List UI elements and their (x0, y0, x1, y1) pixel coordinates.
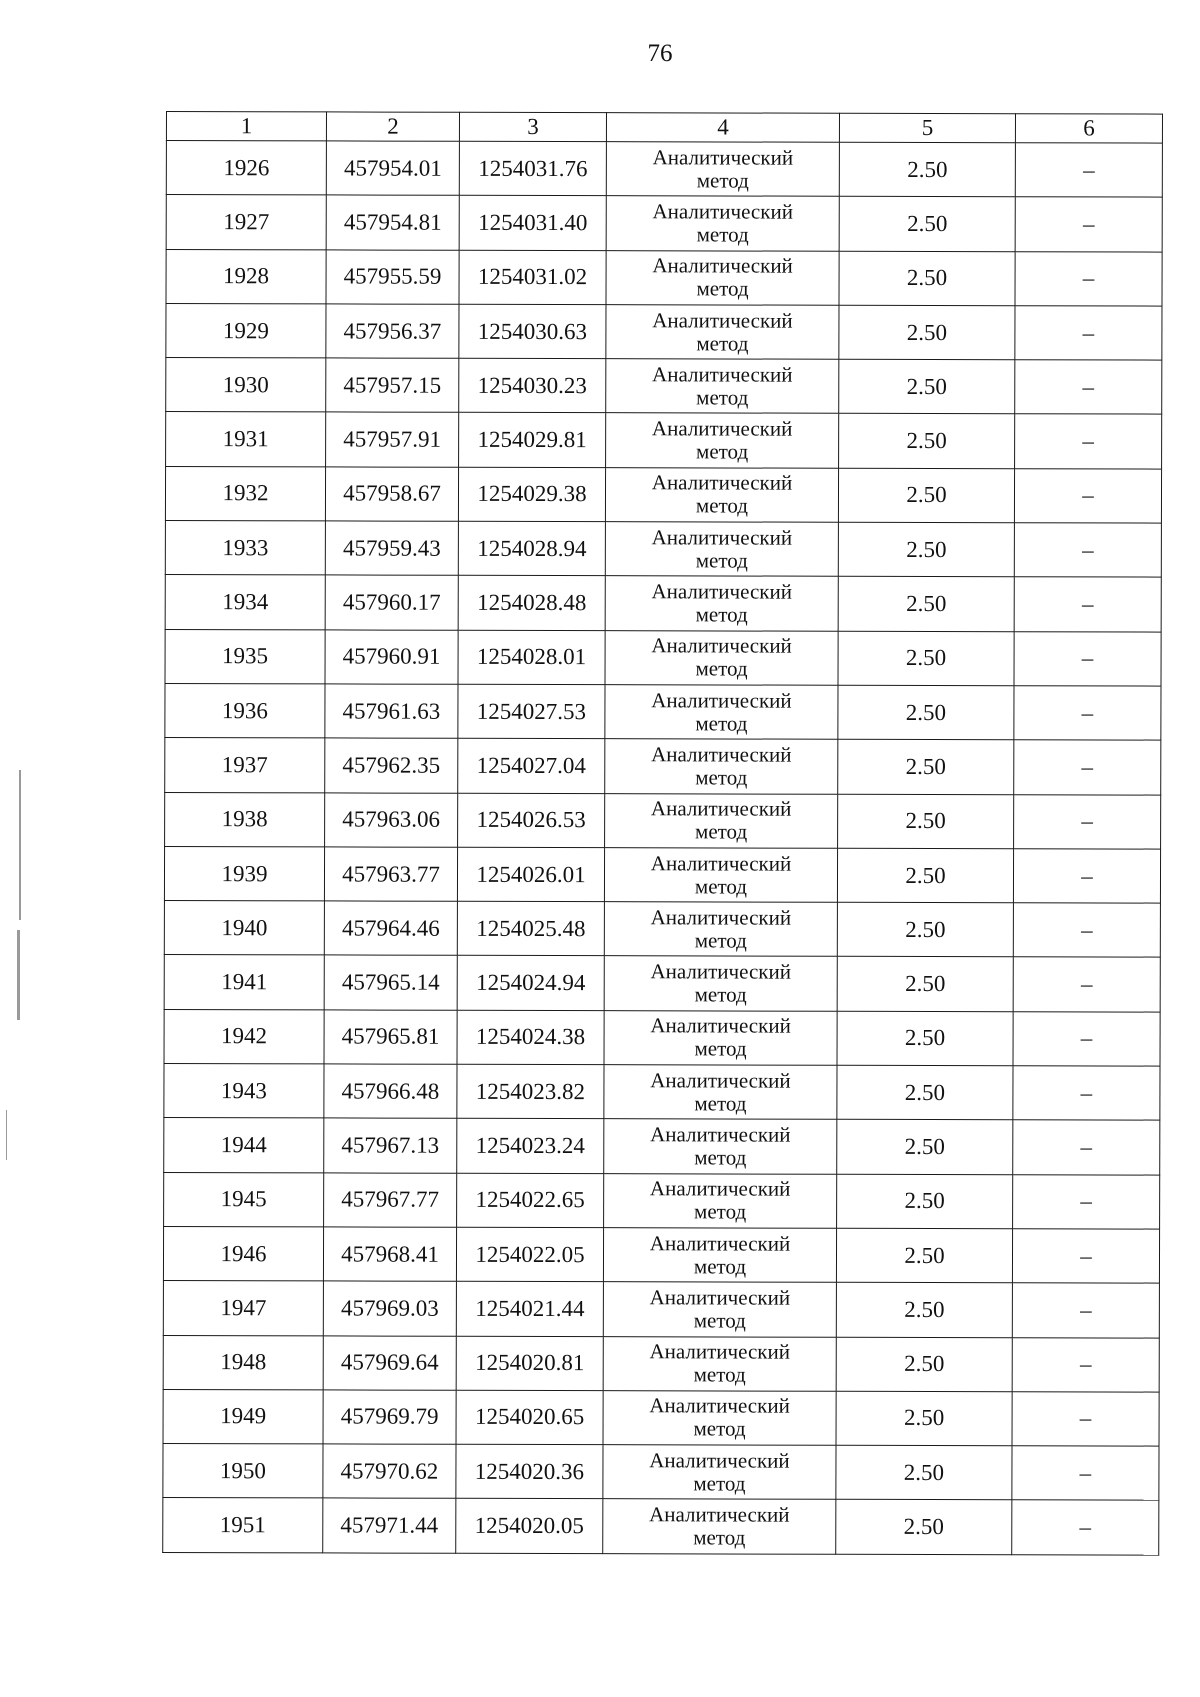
method-line-1: Аналитический (650, 850, 792, 876)
method-line-1: Аналитический (650, 1013, 791, 1039)
header-cell-3: 3 (459, 112, 606, 141)
method-line-1: Аналитический (651, 416, 793, 441)
method-cell (603, 1336, 836, 1391)
x-coordinate-cell: 457968.41 (323, 1227, 456, 1282)
x-coordinate-cell: 457957.91 (326, 412, 459, 467)
header-cell-1: 1 (166, 112, 326, 141)
method-line-2: метод (695, 493, 749, 518)
x-coordinate-cell: 457957.15 (326, 358, 459, 413)
accuracy-cell: 2.50 (839, 142, 1015, 197)
y-coordinate-cell: 1254031.76 (459, 141, 606, 196)
table-row (163, 1335, 1159, 1392)
note-cell: – (1013, 1174, 1160, 1229)
method-line-2: метод (693, 1253, 747, 1279)
table-row (166, 303, 1162, 360)
table-row (165, 575, 1161, 632)
y-coordinate-cell: 1254030.63 (459, 304, 606, 359)
y-coordinate-cell: 1254022.65 (457, 1173, 604, 1228)
note-cell: – (1013, 1120, 1160, 1175)
method-line-2: метод (696, 276, 749, 301)
note-cell: – (1015, 306, 1162, 361)
point-number-cell: 1927 (166, 195, 326, 250)
method-cell (604, 1173, 837, 1228)
accuracy-cell: 2.50 (837, 957, 1013, 1012)
method-cell (604, 902, 837, 957)
y-coordinate-cell: 1254026.53 (458, 793, 605, 848)
x-coordinate-cell: 457969.79 (323, 1390, 456, 1445)
x-coordinate-cell: 457965.81 (324, 1010, 457, 1065)
note-cell: – (1015, 360, 1162, 415)
method-line-2: метод (693, 1362, 746, 1387)
x-coordinate-cell: 457969.03 (323, 1281, 456, 1336)
point-number-cell: 1936 (165, 683, 325, 738)
method-line-2: метод (694, 1091, 747, 1116)
method-line-1: Аналитический (650, 796, 792, 821)
y-coordinate-cell: 1254020.65 (456, 1390, 603, 1445)
method-line-2: метод (694, 982, 747, 1007)
x-coordinate-cell: 457958.67 (325, 467, 458, 522)
y-coordinate-cell: 1254020.81 (456, 1336, 603, 1391)
note-cell: – (1015, 251, 1162, 306)
point-number-cell: 1929 (166, 303, 326, 358)
table-row (165, 466, 1161, 523)
point-number-cell: 1931 (166, 412, 326, 467)
y-coordinate-cell: 1254022.05 (456, 1227, 603, 1282)
y-coordinate-cell: 1254027.53 (458, 684, 605, 739)
method-cell (606, 196, 839, 251)
method-line-1: Аналитический (651, 633, 792, 658)
y-coordinate-cell: 1254025.48 (457, 901, 604, 956)
method-line-2: метод (695, 548, 748, 573)
table-row (165, 629, 1161, 686)
method-line-1: Аналитический (650, 1122, 791, 1147)
x-coordinate-cell: 457962.35 (325, 738, 458, 793)
accuracy-cell: 2.50 (836, 1445, 1012, 1500)
table-body (163, 141, 1163, 1555)
table-row (164, 955, 1160, 1012)
method-line-1: Аналитический (652, 362, 793, 387)
y-coordinate-cell: 1254027.04 (458, 739, 605, 794)
note-cell: – (1014, 631, 1161, 686)
point-number-cell: 1950 (163, 1444, 323, 1499)
method-line-1: Аналитический (649, 1393, 790, 1419)
method-cell (605, 576, 838, 631)
x-coordinate-cell: 457961.63 (325, 684, 458, 739)
method-line-1: Аналитический (651, 742, 792, 767)
table-row (163, 1389, 1159, 1446)
y-coordinate-cell: 1254021.44 (456, 1281, 603, 1336)
x-coordinate-cell: 457956.37 (326, 304, 459, 359)
x-coordinate-cell: 457967.13 (324, 1118, 457, 1173)
note-cell: – (1012, 1500, 1159, 1555)
accuracy-cell: 2.50 (837, 902, 1013, 957)
point-number-cell: 1940 (164, 901, 324, 956)
accuracy-cell: 2.50 (836, 1391, 1012, 1446)
note-cell: – (1014, 686, 1161, 741)
method-line-1: Аналитический (651, 687, 792, 713)
x-coordinate-cell: 457966.48 (324, 1064, 457, 1119)
accuracy-cell: 2.50 (837, 1174, 1013, 1229)
table-row (164, 1064, 1160, 1121)
header-cell-4: 4 (606, 113, 839, 143)
accuracy-cell: 2.50 (836, 1500, 1012, 1555)
method-line-2: метод (696, 222, 749, 247)
method-line-1: Аналитический (651, 524, 793, 550)
method-line-1: Аналитический (652, 307, 793, 333)
point-number-cell: 1942 (164, 1009, 324, 1064)
y-coordinate-cell: 1254031.02 (459, 250, 606, 305)
accuracy-cell: 2.50 (836, 1282, 1012, 1337)
table-row (166, 358, 1162, 415)
method-line-2: метод (694, 928, 747, 953)
method-line-1: Аналитический (650, 959, 791, 984)
point-number-cell: 1947 (163, 1281, 323, 1336)
method-line-1: Аналитический (649, 1230, 791, 1256)
note-cell: – (1014, 523, 1161, 578)
method-line-1: Аналитический (651, 579, 792, 604)
method-cell (606, 413, 839, 468)
accuracy-cell: 2.50 (838, 740, 1014, 795)
accuracy-cell: 2.50 (838, 631, 1014, 686)
method-line-1: Аналитический (649, 1502, 790, 1527)
table-row (165, 683, 1161, 740)
method-cell (604, 848, 837, 903)
note-cell: – (1015, 197, 1162, 252)
table-row (165, 521, 1161, 578)
y-coordinate-cell: 1254020.05 (456, 1499, 603, 1554)
method-line-2: метод (693, 1471, 746, 1496)
note-cell: – (1013, 957, 1160, 1012)
y-coordinate-cell: 1254030.23 (459, 358, 606, 413)
accuracy-cell: 2.50 (839, 305, 1015, 360)
point-number-cell: 1935 (165, 629, 325, 684)
point-number-cell: 1938 (165, 792, 325, 847)
accuracy-cell: 2.50 (839, 251, 1015, 306)
x-coordinate-cell: 457963.06 (325, 792, 458, 847)
method-line-2: метод (694, 1145, 747, 1170)
method-line-2: метод (695, 602, 748, 627)
y-coordinate-cell: 1254023.24 (457, 1119, 604, 1174)
method-line-2: метод (695, 765, 748, 790)
method-cell (606, 250, 839, 305)
table-row (166, 412, 1162, 469)
point-number-cell: 1926 (166, 141, 326, 196)
table-row (165, 792, 1161, 849)
accuracy-cell: 2.50 (837, 848, 1013, 903)
table-row (166, 141, 1162, 198)
method-line-2: метод (694, 1199, 747, 1224)
table-header (166, 112, 1162, 144)
point-number-cell: 1930 (166, 358, 326, 413)
note-cell: – (1012, 1337, 1159, 1392)
note-cell: – (1014, 469, 1161, 524)
accuracy-cell: 2.50 (839, 359, 1015, 414)
accuracy-cell: 2.50 (838, 468, 1014, 523)
y-coordinate-cell: 1254028.01 (458, 630, 605, 685)
method-line-2: метод (696, 168, 749, 193)
table-row (163, 1498, 1159, 1555)
point-number-cell: 1951 (163, 1498, 323, 1553)
method-cell (603, 1445, 836, 1500)
x-coordinate-cell: 457965.14 (324, 955, 457, 1010)
table-row (164, 1172, 1160, 1229)
point-number-cell: 1948 (163, 1335, 323, 1390)
x-coordinate-cell: 457954.81 (326, 195, 459, 250)
table-row (163, 1444, 1159, 1501)
x-coordinate-cell: 457967.77 (324, 1173, 457, 1228)
x-coordinate-cell: 457969.64 (323, 1335, 456, 1390)
point-number-cell: 1928 (166, 249, 326, 304)
accuracy-cell: 2.50 (837, 1065, 1013, 1120)
method-line-2: метод (693, 1308, 746, 1333)
method-cell (605, 630, 838, 685)
method-cell (603, 1499, 836, 1554)
point-number-cell: 1932 (165, 466, 325, 521)
x-coordinate-cell: 457955.59 (326, 250, 459, 305)
y-coordinate-cell: 1254029.38 (458, 467, 605, 522)
method-cell (604, 956, 837, 1011)
scan-artifact (17, 930, 20, 1020)
y-coordinate-cell: 1254031.40 (459, 196, 606, 251)
method-line-2: метод (696, 385, 749, 410)
page-number: 76 (647, 40, 673, 67)
accuracy-cell: 2.50 (836, 1228, 1012, 1283)
method-cell (605, 793, 838, 848)
method-line-1: Аналитический (652, 253, 793, 278)
note-cell: – (1015, 143, 1162, 198)
method-line-1: Аналитический (649, 1339, 791, 1364)
point-number-cell: 1944 (164, 1118, 324, 1173)
point-number-cell: 1939 (164, 846, 324, 901)
note-cell: – (1014, 740, 1161, 795)
method-line-1: Аналитический (652, 199, 793, 224)
note-cell: – (1013, 1011, 1160, 1066)
method-line-2: метод (695, 819, 748, 844)
accuracy-cell: 2.50 (837, 1011, 1013, 1066)
accuracy-cell: 2.50 (839, 197, 1015, 252)
method-cell (606, 359, 839, 414)
note-cell: – (1012, 1392, 1159, 1447)
point-number-cell: 1941 (164, 955, 324, 1010)
method-line-1: Аналитический (650, 1067, 791, 1093)
point-number-cell: 1937 (165, 738, 325, 793)
note-cell: – (1013, 1066, 1160, 1121)
method-line-2: метод (693, 1525, 746, 1550)
point-number-cell: 1943 (164, 1064, 324, 1119)
y-coordinate-cell: 1254028.94 (458, 521, 605, 576)
table-row (165, 738, 1161, 795)
method-cell (606, 142, 839, 197)
table-row (166, 195, 1162, 252)
method-cell (604, 1010, 837, 1065)
method-cell (605, 685, 838, 740)
method-cell (605, 467, 838, 522)
x-coordinate-cell: 457959.43 (325, 521, 458, 576)
accuracy-cell: 2.50 (838, 577, 1014, 632)
note-cell: – (1012, 1283, 1159, 1338)
table-row (164, 1009, 1160, 1066)
method-cell (603, 1282, 836, 1337)
method-line-1: Аналитический (649, 1448, 790, 1473)
method-line-1: Аналитический (651, 470, 793, 496)
method-cell (604, 1065, 837, 1120)
header-cell-2: 2 (326, 112, 459, 141)
method-line-2: метод (694, 1036, 747, 1061)
x-coordinate-cell: 457954.01 (326, 141, 459, 196)
method-cell (603, 1390, 836, 1445)
scan-artifact (19, 770, 21, 920)
table-row (166, 249, 1162, 306)
table-row (164, 846, 1160, 903)
note-cell: – (1013, 849, 1160, 904)
y-coordinate-cell: 1254024.94 (457, 956, 604, 1011)
point-number-cell: 1945 (164, 1172, 324, 1227)
x-coordinate-cell: 457964.46 (324, 901, 457, 956)
scan-artifact (6, 1110, 7, 1160)
x-coordinate-cell: 457960.17 (325, 575, 458, 630)
table-row (163, 1281, 1159, 1338)
point-number-cell: 1934 (165, 575, 325, 630)
coordinates-table (162, 111, 1163, 1555)
accuracy-cell: 2.50 (836, 1337, 1012, 1392)
header-row (166, 112, 1162, 144)
method-cell (605, 739, 838, 794)
method-cell (604, 1119, 837, 1174)
method-line-2: метод (693, 1416, 746, 1441)
note-cell: – (1014, 794, 1161, 849)
method-line-2: метод (696, 330, 749, 356)
method-line-1: Аналитический (649, 1176, 791, 1201)
accuracy-cell: 2.50 (838, 685, 1014, 740)
note-cell: – (1015, 414, 1162, 469)
y-coordinate-cell: 1254028.48 (458, 576, 605, 631)
accuracy-cell: 2.50 (838, 522, 1014, 577)
y-coordinate-cell: 1254024.38 (457, 1010, 604, 1065)
note-cell: – (1014, 577, 1161, 632)
x-coordinate-cell: 457971.44 (323, 1498, 456, 1553)
note-cell: – (1012, 1446, 1159, 1501)
method-cell (606, 305, 839, 360)
y-coordinate-cell: 1254029.81 (459, 413, 606, 468)
method-line-1: Аналитический (649, 1285, 791, 1310)
accuracy-cell: 2.50 (838, 794, 1014, 849)
header-cell-5: 5 (839, 113, 1015, 142)
note-cell: – (1012, 1229, 1159, 1284)
accuracy-cell: 2.50 (837, 1120, 1013, 1175)
header-cell-6: 6 (1015, 114, 1162, 143)
x-coordinate-cell: 457970.62 (323, 1444, 456, 1499)
table-row (163, 1226, 1159, 1283)
accuracy-cell: 2.50 (839, 414, 1015, 469)
y-coordinate-cell: 1254026.01 (457, 847, 604, 902)
note-cell: – (1013, 903, 1160, 958)
x-coordinate-cell: 457963.77 (324, 847, 457, 902)
point-number-cell: 1933 (165, 521, 325, 576)
method-line-2: метод (695, 656, 748, 681)
method-cell (605, 522, 838, 577)
method-line-2: метод (694, 873, 748, 899)
point-number-cell: 1949 (163, 1389, 323, 1444)
x-coordinate-cell: 457960.91 (325, 630, 458, 685)
table-row (164, 1118, 1160, 1175)
method-line-2: метод (696, 439, 749, 464)
table-row (164, 901, 1160, 958)
method-line-1: Аналитический (650, 905, 792, 930)
method-line-2: метод (695, 710, 748, 736)
method-line-1: Аналитический (652, 144, 794, 170)
y-coordinate-cell: 1254020.36 (456, 1444, 603, 1499)
y-coordinate-cell: 1254023.82 (457, 1064, 604, 1119)
point-number-cell: 1946 (163, 1226, 323, 1281)
method-cell (603, 1228, 836, 1283)
